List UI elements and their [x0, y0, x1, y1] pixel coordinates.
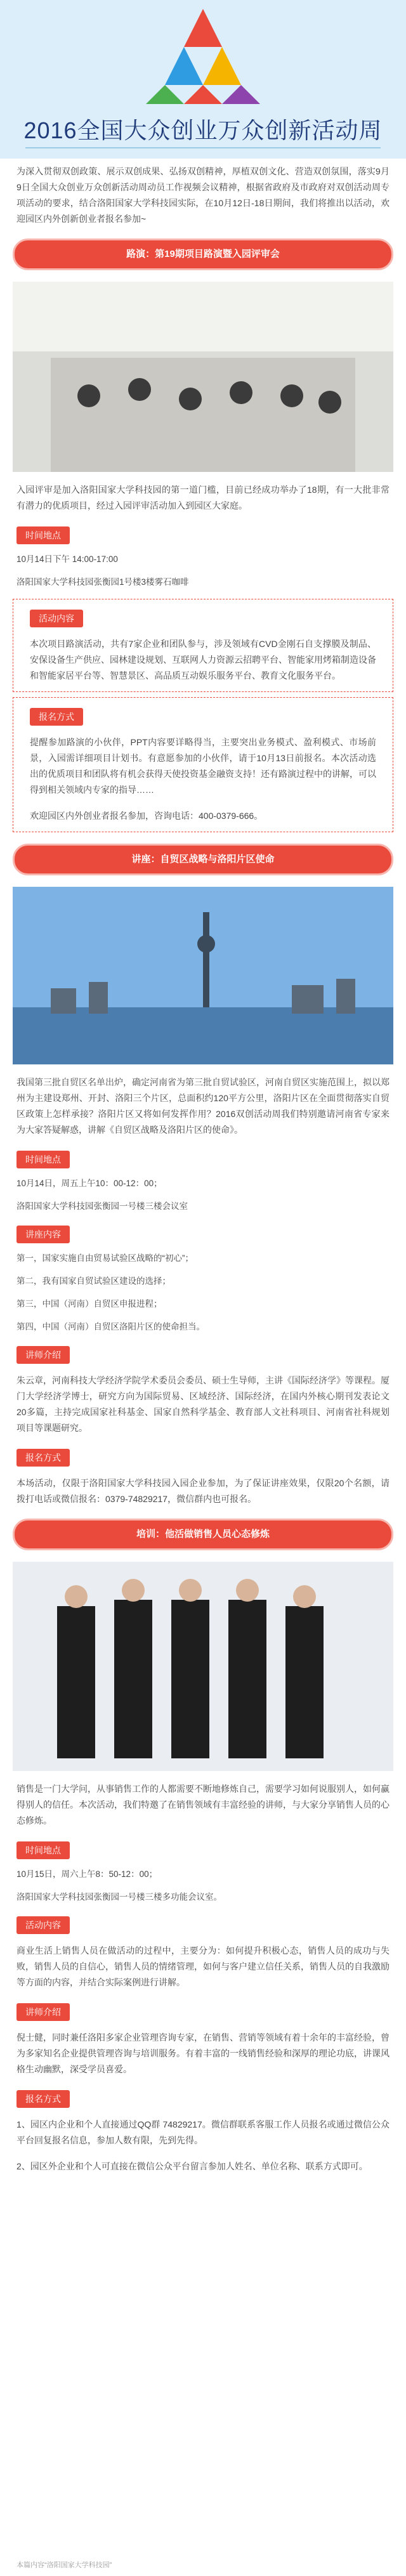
page-title: 2016全国大众创业万众创新活动周 — [23, 117, 383, 143]
section2-content-line: 第二，我有国家自贸试验区建设的选择； — [16, 1276, 171, 1286]
section2-time-tag: 时间地点 — [16, 1151, 70, 1168]
section1-signup-tag: 报名方式 — [30, 708, 83, 726]
section2-signup: 本场活动，仅限于洛阳国家大学科技园入园企业参加，为了保证讲座效果，仅限20个名额，请拨打电话或微信报名：0379-74829217，微信群内也可报名。 — [16, 1478, 390, 1504]
section2-signup-tag: 报名方式 — [16, 1449, 70, 1467]
team-photo — [13, 1562, 393, 1771]
header-banner — [0, 0, 406, 159]
section1-signup-box — [13, 697, 393, 832]
section3-speaker: 倪士健，同时兼任洛阳多家企业管理咨询专家，在销售、营销等领域有着十余年的丰富经验，曾为多家知名企业提供管理咨询与培训服务。有着丰富的一线销售经验和深厚的理论功底，讲课风格生动幽默，深受学员喜爱。 — [16, 2032, 390, 2074]
footer-source: 本篇内容“洛阳国家大学科技园” — [16, 2561, 112, 2569]
section1-content-tag: 活动内容 — [30, 610, 83, 627]
section1-place: 洛阳国家大学科技园张衡园1号楼3楼雾石咖啡 — [16, 577, 189, 587]
section2-content-line: 第四，中国（河南）自贸区洛阳片区的使命担当。 — [16, 1322, 205, 1331]
roadshow-photo — [13, 282, 393, 472]
section3-signup-line: 2、园区外企业和个人可直接在微信公众平台留言参加人姓名、单位名称、联系方式即可。 — [16, 2161, 368, 2171]
section3-intro: 销售是一门大学问，从事销售工作的人都需要不断地修炼自己，需要学习如何说服别人，如何赢得别人的信任。本次活动，我们特邀了在销售领域有丰富经验的讲师，与大家分享销售人员的心态修炼。 — [16, 1784, 390, 1826]
event-logo — [146, 9, 260, 104]
section2-time: 10月14日，周五上午10：00-12：00； — [16, 1179, 162, 1188]
intro-text: 为深入贯彻双创政策、展示双创成果、弘扬双创精神，厚植双创文化、营造双创氛围，落实9月9日全国大众创业万众创新活动周动员工作视频会议精神，根据省政府及市政府对双创活动周专项活动的要求，结合洛阳国家大学科技园实际，在10月12日-18日期间，我们将推出以活动，欢迎园区内外创新创业者报名参加~ — [16, 166, 390, 224]
section3-time: 10月15日，周六上午8：50-12：00； — [16, 1869, 158, 1879]
section3-signup-line: 1、园区内企业和个人直接通过QQ群 74829217。微信群联系客服工作人员报名或通过微信公众平台回复报名信息，参加人数有限，先到先得。 — [16, 2119, 390, 2145]
section1-time: 10月14日下午 14:00-17:00 — [16, 554, 118, 564]
section2-title-pill: 讲座：自贸区战略与洛阳片区使命 — [13, 844, 393, 875]
section1-title-pill: 路演：第19期项目路演暨入园评审会 — [13, 239, 393, 270]
section3-title-pill: 培训：他活做销售人员心态修炼 — [13, 1519, 393, 1550]
section2-speaker-tag: 讲师介绍 — [16, 1346, 70, 1364]
section1-time-tag: 时间地点 — [16, 526, 70, 544]
section3-time-tag: 时间地点 — [16, 1841, 70, 1859]
section2-intro: 我国第三批自贸区名单出炉，确定河南省为第三批自贸试验区，河南自贸区实施范围上，拟以郑州为主建设郑州、开封、洛阳三个片区，总面积约120平方公里，洛阳片区在全面贯彻落实自贸区政策上怎样承接？洛阳片区又将如何发挥作用？2016双创活动周我们特别邀请河南省专家来为大家答疑解惑，讲解《自贸区战略及洛阳片区的使命》。 — [16, 1077, 390, 1135]
section3-content-tag: 活动内容 — [16, 1916, 70, 1934]
section3-speaker-tag: 讲师介绍 — [16, 2003, 70, 2021]
section2-content-line: 第一，国家实施自由贸易试验区战略的“初心”； — [16, 1253, 193, 1263]
city-photo — [13, 887, 393, 1064]
section3-content: 商业生活上销售人员在做活动的过程中，主要分为：如何提升积极心态，销售人员的成功与失败，销售人员的自信心，销售人员的情绪管理，如何与客户建立信任关系，销售人员的自我激励等方面的内容，并结合实际案例进行讲解。 — [16, 1945, 390, 1987]
section2-content-tag: 讲座内容 — [16, 1226, 70, 1243]
divider — [25, 147, 381, 148]
section3-place: 洛阳国家大学科技园张衡园一号楼三楼多功能会议室。 — [16, 1892, 222, 1902]
section3-signup-tag: 报名方式 — [16, 2090, 70, 2108]
section1-phone: 欢迎园区内外创业者报名参加，咨询电话：400-0379-666。 — [30, 811, 263, 821]
section2-content-line: 第三，中国（河南）自贸区申报进程； — [16, 1299, 162, 1309]
section1-intro: 入园评审是加入洛阳国家大学科技园的第一道门槛，目前已经成功举办了18期，有一大批非常有潜力的优质项目，经过入园评审活动加入到园区大家庭。 — [16, 485, 390, 511]
section2-place: 洛阳国家大学科技园张衡园一号楼三楼会议室 — [16, 1201, 188, 1211]
section1-signup: 提醒参加路演的小伙伴，PPT内容要详略得当，主要突出业务模式、盈利模式、市场前景，入园需详细项目计划书。有意愿参加的小伙伴，请于10月13日前报名。本次活动选出的优质项目和团队将有机会获得天使投资基金融资支持！还有路演过程中的讲解，可以得到相关领域内专家的指导…… — [30, 737, 376, 795]
section2-speaker: 朱云章，河南科技大学经济学院学术委员会委员、硕士生导师，主讲《国际经济学》等课程。厦门大学经济学博士，研究方向为国际贸易、区域经济、国际经济，在国内外核心期刊发表论文20多篇，主持完成国家社科基金、国家自然科学基金、教育部人文社科项目、河南省社科规划项目等课题研究。 — [16, 1375, 390, 1433]
section1-content-box — [13, 599, 393, 692]
section1-content: 本次项目路演活动，共有7家企业和团队参与，涉及领域有CVD金刚石自支撑膜及制品、安保设备生产供应、园林建设规划、互联网人力资源云招聘平台、智能家用烤箱制造设备和智能家居平台等、智慧景区、高品质互动娱乐服务平台、教育文化服务平台。 — [30, 639, 376, 681]
